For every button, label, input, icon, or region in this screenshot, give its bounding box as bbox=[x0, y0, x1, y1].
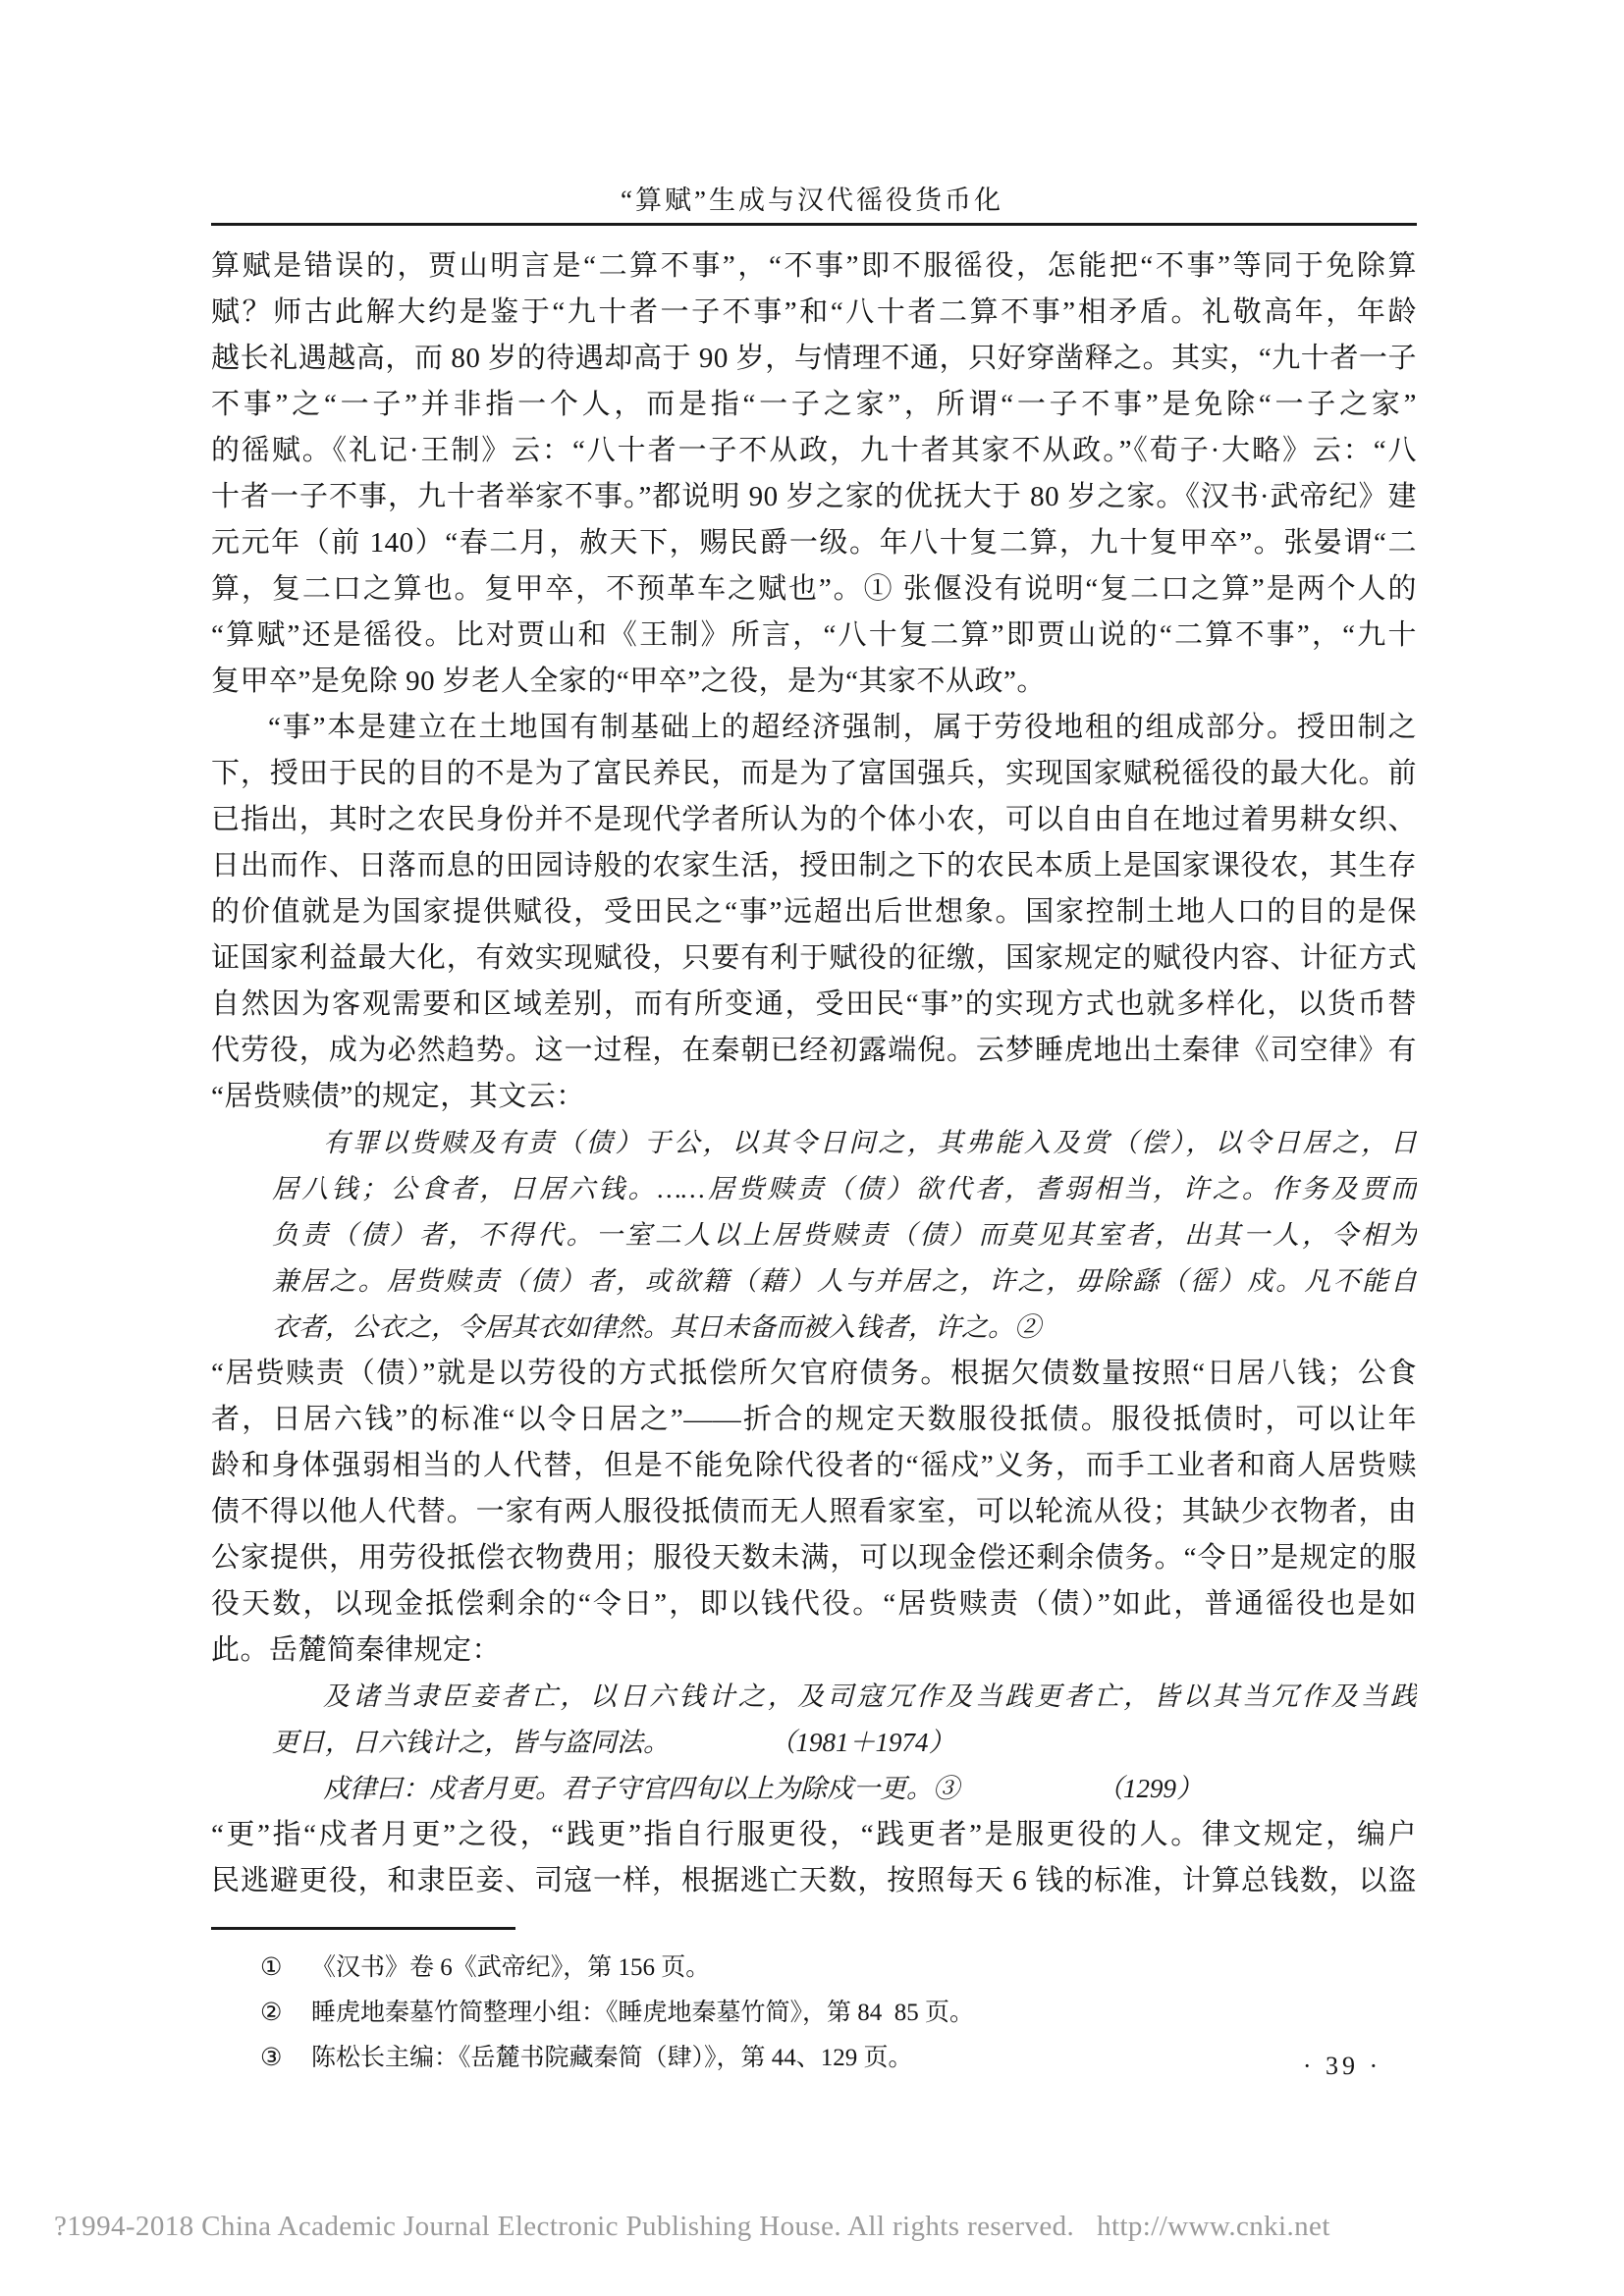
text-line: 居八钱；公食者，日居六钱。……居赀赎责（债）欲代者，耆弱相当，许之。作务及贾而 bbox=[272, 1174, 1417, 1203]
text-line: 及诸当隶臣妾者亡，以日六钱计之，及司寇冗作及当践更者亡，皆以其当冗作及当践 bbox=[323, 1682, 1417, 1711]
text-line: 复甲卒”是免除 90 岁老人全家的“甲卒”之役，是为“其家不从政”。 bbox=[211, 666, 1046, 697]
text-line: 公家提供，用劳役抵偿衣物费用；服役天数未满，可以现金偿还剩余债务。“令日”是规定的服 bbox=[211, 1542, 1417, 1574]
block-quote-sikonglv bbox=[272, 1120, 1417, 1351]
text-line: 更日，日六钱计之，皆与盗同法。 （1981＋1974） bbox=[272, 1728, 955, 1757]
text-line: 赋？师古此解大约是鉴于“九十者一子不事”和“八十者二算不事”相矛盾。礼敬高年，年龄 bbox=[211, 296, 1417, 328]
copyright-footer: ?1994-2018 China Academic Journal Electronic Publishing House. All rights reserved. http://www.cnki.net bbox=[54, 2211, 1330, 2242]
text-line: “居赀赎债”的规定，其文云： bbox=[211, 1081, 585, 1112]
paragraph-4 bbox=[211, 1812, 1417, 1904]
text-line: 证国家利益最大化，有效实现赋役，只要有利于赋役的征缴，国家规定的赋役内容、计征方式 bbox=[211, 942, 1417, 974]
text-line: 此。岳麓简秦律规定： bbox=[211, 1634, 502, 1666]
text-line: 者，日居六钱”的标准“以令日居之”——折合的规定天数服役抵债。服役抵债时，可以让年 bbox=[211, 1404, 1417, 1435]
text-line: 日出而作、日落而息的田园诗般的农家生活，授田制之下的农民本质上是国家课役农，其生存 bbox=[211, 850, 1417, 881]
block-quote-yuelu-1 bbox=[272, 1674, 1417, 1766]
text-line: 越长礼遇越高，而 80 岁的待遇却高于 90 岁，与情理不通，只好穿凿释之。其实，“九十者一子 bbox=[211, 343, 1417, 374]
paragraph-1 bbox=[211, 243, 1417, 705]
text-line: 民逃避更役，和隶臣妾、司寇一样，根据逃亡天数，按照每天 6 钱的标准，计算总钱数，以盗 bbox=[211, 1865, 1417, 1896]
page-number: · 39 · bbox=[1302, 2052, 1382, 2080]
text-line: 债不得以他人代替。一家有两人服役抵债而无人照看家室，可以轮流从役；其缺少衣物者，由 bbox=[211, 1496, 1417, 1527]
text-line: 戍律曰：戍者月更。君子守官四旬以上为除戍一更。③ （1299） bbox=[323, 1774, 1203, 1803]
slip-number-reference: （1981＋1974） bbox=[783, 1728, 955, 1757]
text-line: 龄和身体强弱相当的人代替，但是不能免除代役者的“徭戍”义务，而手工业者和商人居赀赎 bbox=[211, 1450, 1417, 1481]
text-line: 衣者，公衣之，令居其衣如律然。其日未备而被入钱者，许之。② bbox=[272, 1312, 1041, 1342]
text-line: 负责（债）者，不得代。一室二人以上居赀赎责（债）而莫见其室者，出其一人，令相为 bbox=[272, 1220, 1417, 1250]
text-line: “算赋”还是徭役。比对贾山和《王制》所言，“八十复二算”即贾山说的“二算不事”，“九十 bbox=[211, 619, 1417, 651]
text-line: 不事”之“一子”并非指一个人，而是指“一子之家”，所谓“一子不事”是免除“一子之家” bbox=[211, 389, 1417, 420]
header-rule bbox=[211, 223, 1417, 226]
block-quote-yuelu-2 bbox=[272, 1766, 1417, 1812]
slip-number-reference: （1299） bbox=[1097, 1774, 1203, 1803]
text-line: “更”指“戍者月更”之役，“践更”指自行服更役，“践更者”是服更役的人。律文规定，编户 bbox=[211, 1819, 1417, 1850]
footnotes-section bbox=[260, 1946, 1419, 2081]
text-line: 的徭赋。《礼记·王制》云：“八十者一子不从政，九十者其家不从政。”《荀子·大略》云：“八 bbox=[211, 435, 1417, 466]
text-line: 有罪以赀赎及有责（债）于公，以其令日问之，其弗能入及赏（偿），以令日居之，日 bbox=[323, 1128, 1417, 1157]
text-line: 的价值就是为国家提供赋役，受田民之“事”远超出后世想象。国家控制土地人口的目的是保 bbox=[211, 896, 1417, 928]
article-body bbox=[211, 243, 1417, 1904]
text-line: 算赋是错误的，贾山明言是“二算不事”，“不事”即不服徭役，怎能把“不事”等同于免除算 bbox=[211, 250, 1417, 282]
footnote-text: 陈松长主编：《岳麓书院藏秦简（肆）》，第 44、129 页。 bbox=[311, 2045, 913, 2071]
text-line: 兼居之。居赀赎责（债）者，或欲籍（藉）人与并居之，许之，毋除繇（徭）戍。凡不能自 bbox=[272, 1266, 1417, 1296]
running-head-title: “算赋”生成与汉代徭役货币化 bbox=[621, 186, 1003, 215]
footnote-marker: ③ bbox=[260, 2045, 283, 2071]
footnote-marker: ① bbox=[260, 1954, 283, 1981]
text-line: 十者一子不事，九十者举家不事。”都说明 90 岁之家的优抚大于 80 岁之家。《汉书·武帝纪》建 bbox=[211, 481, 1417, 512]
text-line: 自然因为客观需要和区域差别，而有所变通，受田民“事”的实现方式也就多样化，以货币替 bbox=[211, 988, 1417, 1020]
text-line: “居赀赎责（债）”就是以劳役的方式抵偿所欠官府债务。根据欠债数量按照“日居八钱；公食 bbox=[211, 1358, 1417, 1389]
footnote-text: 睡虎地秦墓竹简整理小组：《睡虎地秦墓竹简》，第 84 85 页。 bbox=[311, 2000, 975, 2026]
text-line: 元元年（前 140）“春二月，赦天下，赐民爵一级。年八十复二算，九十复甲卒”。张晏谓“二 bbox=[211, 527, 1417, 559]
paragraph-3 bbox=[211, 1351, 1417, 1674]
text-line: 已指出，其时之农民身份并不是现代学者所认为的个体小农，可以自由自在地过着男耕女织、 bbox=[211, 804, 1417, 835]
footnote-marker: ② bbox=[260, 2000, 283, 2026]
text-line: 役天数，以现金抵偿剩余的“令日”，即以钱代役。“居赀赎责（债）”如此，普通徭役也是如 bbox=[211, 1588, 1417, 1620]
text-line: 算，复二口之算也。复甲卒，不预革车之赋也”。① 张偃没有说明“复二口之算”是两个人的 bbox=[211, 573, 1417, 605]
text-line: 代劳役，成为必然趋势。这一过程，在秦朝已经初露端倪。云梦睡虎地出土秦律《司空律》有 bbox=[211, 1035, 1417, 1066]
footnote-separator bbox=[211, 1927, 515, 1930]
footnote-row bbox=[260, 2036, 1419, 2081]
footnote-row bbox=[260, 1991, 1419, 2036]
paragraph-2 bbox=[211, 705, 1417, 1120]
text-line: “事”本是建立在土地国有制基础上的超经济强制，属于劳役地租的组成部分。授田制之 bbox=[268, 712, 1417, 743]
footnote-row bbox=[260, 1946, 1419, 1991]
text-line: 下，授田于民的目的不是为了富民养民，而是为了富国强兵，实现国家赋税徭役的最大化。前 bbox=[211, 758, 1417, 789]
footnote-text: 《汉书》卷 6《武帝纪》，第 156 页。 bbox=[311, 1954, 711, 1981]
